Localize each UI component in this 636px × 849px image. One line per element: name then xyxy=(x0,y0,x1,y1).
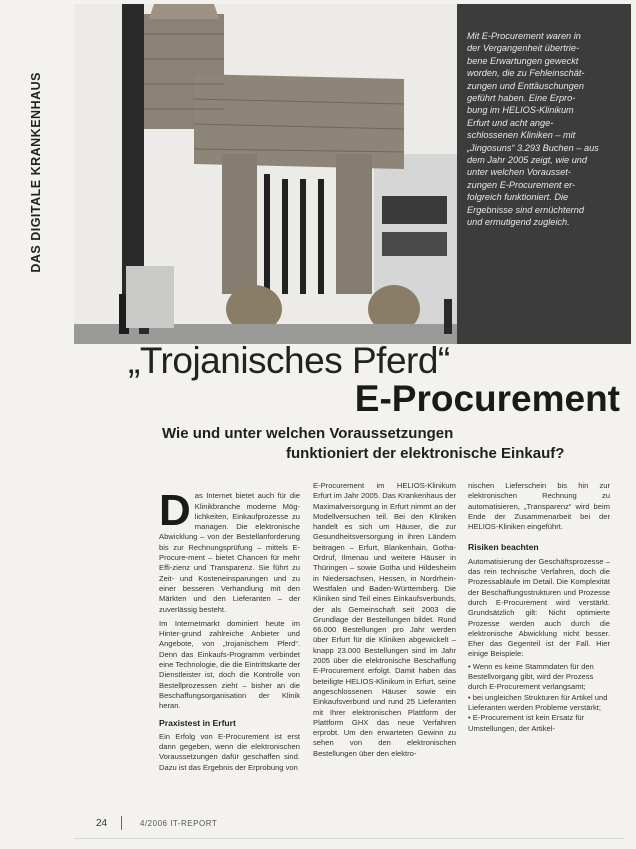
intro-text: Mit E-Procurement waren in der Vergangenheit übertrie- bene Erwartungen geweckt worden, die zu Fehleinschät- zungen und Enttäuschungen geführt haben. Eine Erpro- bung im HELIOS-Klinikum Erfurt und acht ange- schlossenen Kliniken – mit „Jingosuns“ 3.293 Buchen – aus dem Jahr 2005 zeigt, wie und unter welchen Vorausset- zungen E-Procurement er- folgreich funktioniert. Die Ergebnisse sind ernüchternd und ermutigend zugleich. xyxy=(467,31,599,228)
section-label-text: DAS DIGITALE KRANKENHAUS xyxy=(29,71,43,273)
column3-heading: Risiken beachten xyxy=(468,542,539,553)
column3-bullet-list: • Wenn es keine Stammdaten für den Bestellvorgang gibt, wird der Prozess durch E-Procurement verlangsamt; • bei ungleichen Strukturen für Artikel und Lieferanten werden Probleme verstärkt; • E-Procurement ist kein Ersatz für Umstellungen, der Artikel- xyxy=(468,661,608,733)
column1-paragraph2: Im Internetmarkt dominiert heute im Hinter-grund zahlreiche Anbieter und Angebote, von „trojanischem Pferd“. Denn das Einkaufs-Programm verbindet eine Technologie, die die Eintrittskarte der Dienstleister ist, doch die Kontrolle von Bestellprozessen zieht – bisher an die Beschaffungsorganisation der Klinik heran. xyxy=(159,618,300,711)
column1-heading: Praxistest in Erfurt xyxy=(159,717,236,728)
section-label xyxy=(6,12,66,332)
trojan-horse-illustration xyxy=(74,4,457,344)
article-column-1 xyxy=(159,481,300,773)
article-column-2 xyxy=(313,481,456,759)
page-bottom-rule xyxy=(74,838,624,839)
column1-intro-text: as Internet bietet auch für die Klinikbranche moderne Mög-lichkeiten, Einkaufprozesse zu managen. Die elektronische Abwicklung – von der Bestellanforderung bis zur Rechnungsprüfung – mittels E-Procure-ment – bietet Chancen für mehr Effi-zienz und Transparenz. Sie führt zu Zeit- und Kosteneinsparungen und zu einer besseren Verhandlung mit den Märkten und den Lieferanten – der zuverlässig besteht. xyxy=(159,491,300,614)
article-title-line2: E-Procurement xyxy=(354,378,620,419)
article-subtitle-line2: funktioniert der elektronische Einkauf? xyxy=(286,445,565,462)
page-number: 24 xyxy=(96,818,108,829)
column3-paragraph1: nischen Lieferschein bis hin zur elektronischen Rechnung zu automatisieren, „Transparenz“ wird beim Ende der Zusammenarbeit bei der HELIOS-Kliniken eingeführt. xyxy=(468,481,610,532)
article-subtitle-line1: Wie und unter welchen Voraussetzungen xyxy=(162,425,454,442)
dropcap: D xyxy=(159,486,191,536)
column2-paragraph1: E-Procurement im HELIOS-Klinikum Erfurt im Jahr 2005. Das Krankenhaus der Maximalversorgung in Erfurt nimmt an der Modellversuchen teil. Bei den Kliniken handelt es sich um Häuser, die zur Gesundheitsversorgung in ihren Ländern beitragen – Erfurt, Blankenhain, Gotha-Ordruf, Ilmenau und weitere Häuser in Thüringen – sowie Gotha und Hildesheim in Niedersachsen, Hessen, in Nordrhein-Westfalen und Baden-Württemberg. Die Kliniken sind Teil eines Einkaufsverbunds, der als Gemeinschaft seit 2003 die Grundlage der Bestellungen bildet. Rund 66.000 Bestellungen pro Jahr werden über Erfurt für die Kliniken abgewickelt – knapp 23.000 Bestellungen sind im Jahr 2005 über die elektronische Beschaffung E-Procurement erfolgt. Damit haben das beteiligte HELIOS-Klinikum in Erfurt, seine angeschlossenen Häuser sowie ein Einkaufsverbund und rund 25 Lieferanten mit Ihrer elektronischen Plattform der Plattform GHX das neue Verfahren erprobt. Um den erwarteten Gewinn zu sehen von den elektronischen Bestellungen über den elektro- xyxy=(313,481,456,758)
article-column-3 xyxy=(468,481,610,734)
article-title-line1: „Trojanisches Pferd“ xyxy=(128,340,450,381)
intro-box xyxy=(457,4,631,344)
column1-paragraph3: Ein Erfolg von E-Procurement ist erst dann gegeben, wenn die elektronischen Voraussetzungen dafür geschaffen sind. Dazu ist das Ergebnis der Erprobung von xyxy=(159,731,300,772)
cover-photo xyxy=(74,4,457,344)
column1-intro xyxy=(159,481,300,615)
column3-paragraph2: Automatisierung der Geschäftsprozesse – das rein technische Verfahren, doch die Prozessabläufe im Detail. Die Komplexität der Beschaffungsstrukturen und Prozesse durch E-Procurement wird verstärkt. Grundsätzlich gilt: Nicht optimierte Prozesse werden auch durch die elektronische Abwicklung nicht besser. Eher das Gegenteil ist der Fall. Hier einige Beispiele: xyxy=(468,556,610,659)
footer-divider xyxy=(121,816,122,830)
magazine-name: 4/2006 IT-REPORT xyxy=(140,819,218,828)
